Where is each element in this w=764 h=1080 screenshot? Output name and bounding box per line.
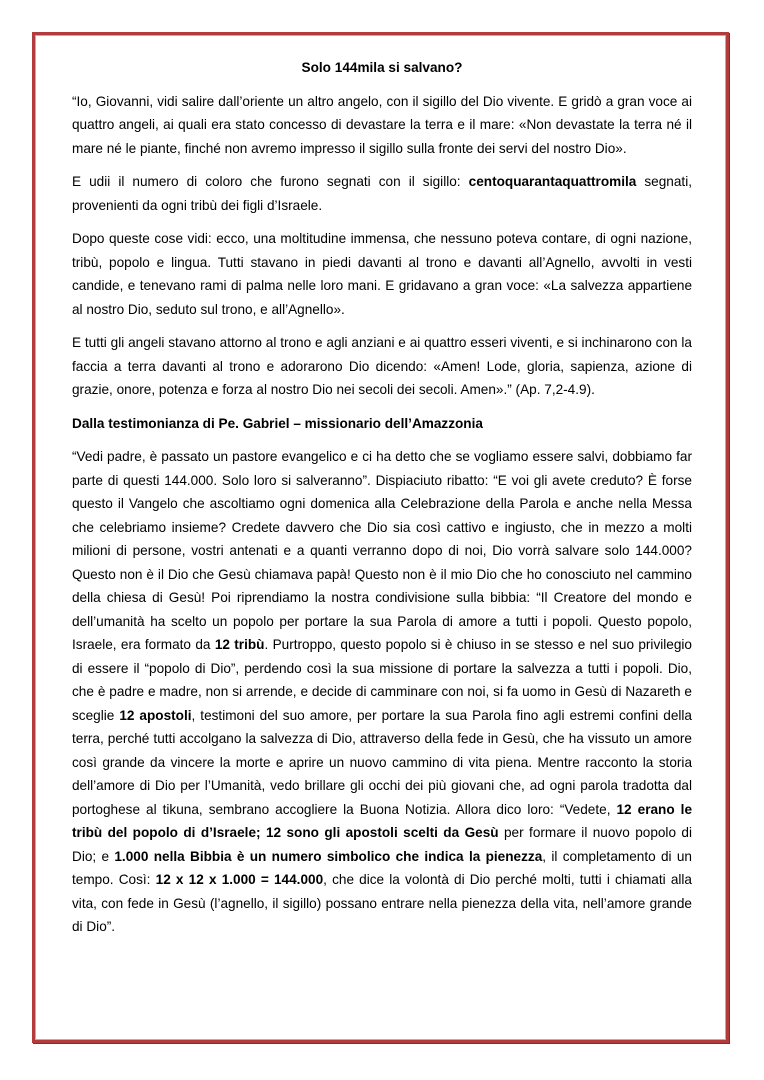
testimony-bold-1: 12 tribù [214,637,265,652]
testimony-text-4: per formare il nuovo popolo di Dio; e [72,825,693,864]
paragraph-2 [72,170,692,217]
testimony-text-6: , che dice la volontà di Dio perché molti, tutti i chiamati alla vita, con fede in Gesù (l’agnello, il sigillo) possano entrare nella pienezza della vita, nell’amore grande di Dio”. [72,872,692,934]
paragraph-1: “Io, Giovanni, vidi salire dall’oriente un altro angelo, con il sigillo del Dio vivente. E gridò a gran voce ai quattro angeli, ai quali era stato concesso di devastare la terra e il mare: «Non devastate la terra né il mare né le piante, finché non avremo impresso il sigillo sulla fronte dei servi del nostro Dio». [72,93,692,156]
testimony-text-1: “Vedi padre, è passato un pastore evangelico e ci ha detto che se vogliamo essere salvi, dobbiamo far parte di questi 144.000. Solo loro si salveranno”. Dispiaciuto ribatto: “E voi gli avete creduto? È forse questo il Vangelo che ascoltiamo ogni domenica alla Celebrazione della Parola e anche nella Messa che celebriamo insieme? Credete davvero che Dio sia così cattivo e ingiusto, che in mezzo a molti milioni di persone, vostri antenati e a quanti verranno dopo di noi, Dio vorrà salvare solo 144.000? Questo non è il Dio che Gesù chiamava papà! Questo non è il mio Dio che ho conosciuto nel cammino della chiesa di Gesù! Poi riprendiamo la nostra condivisione sulla bibbia: “Il Creatore del mondo e dell’umanità ha scelto un popolo per portare la sua Parola di amore a tutti i popoli. Questo popolo, Israele, era formato da [72,449,692,652]
paragraph-4: E tutti gli angeli stavano attorno al trono e agli anziani e ai quattro esseri viventi, e si inchinarono con la faccia a terra davanti al trono e adorarono Dio dicendo: «Amen! Lode, gloria, sapienza, azione di grazie, onore, potenza e forza al nostro Dio nei secoli dei secoli. Amen».” (Ap. 7,2-4.9). [72,335,692,397]
testimony-bold-4: 1.000 nella Bibbia è un numero simbolico che indica la pienezza [114,848,543,864]
testimony-bold-2: 12 apostoli [119,707,192,723]
testimony-text-2: . Purtroppo, questo popolo si è chiuso in se stesso e nel suo privilegio di essere il “popolo di Dio”, perdendo così la sua missione di portare la salvezza a tutti i popoli. Dio, che è padre e madre, non si arrende, e decide di camminare con noi, si fa uomo in Gesù di Nazareth e sceglie [72,637,692,723]
testimony-paragraph [72,445,692,939]
document-body [72,56,692,939]
testimony-body [72,445,692,939]
section-title-144mila: Solo 144mila si salvano? [301,60,463,75]
section-title-testimonianza: Dalla testimonianza di Pe. Gabriel – missionario dell’Amazzonia [72,415,483,431]
testimony-text-5: , il completamento di un tempo. Così: [72,848,692,887]
testimony-bold-3: 12 erano le tribù del popolo di d’Israele; 12 sono gli apostoli scelti da Gesù [72,801,693,840]
testimony-text-3: , testimoni del suo amore, per portare la sua Parola fino agli estremi confini della terra, perché tutti accolgano la salvezza di Dio, attraverso della fede in Gesù, che ha vissuto un amore così grande da vincere la morte e aprire un nuovo cammino di vita piena. Mentre racconto la storia dell’amore di Dio per l’Umanità, vedo brillare gli occhi dei più giovani che, ad ogni parola tradotta dal portoghese al tikuna, sembrano accogliere la Buona Notizia. Allora dico loro: “Vedete, [72,707,692,817]
testimony-bold-5: 12 x 12 x 1.000 = 144.000 [155,872,324,887]
paragraph-2-text-b: segnati, provenienti da ogni tribù dei figli d’Israele. [72,174,692,213]
paragraph-3: Dopo queste cose vidi: ecco, una moltitudine immensa, che nessuno poteva contare, di ogni nazione, tribù, popolo e lingua. Tutti stavano in piedi davanti al trono e davanti all’Agnello, avvolti in vesti candide, e tenevano rami di palma nelle loro mani. E gridavano a gran voce: «La salvezza appartiene al nostro Dio, seduto sul trono, e all’Agnello». [72,231,692,317]
paragraph-2-text-a: E udii il numero di coloro che furono segnati con il sigillo: [72,174,469,189]
paragraph-2-bold: centoquarantaquattromila [468,174,637,189]
